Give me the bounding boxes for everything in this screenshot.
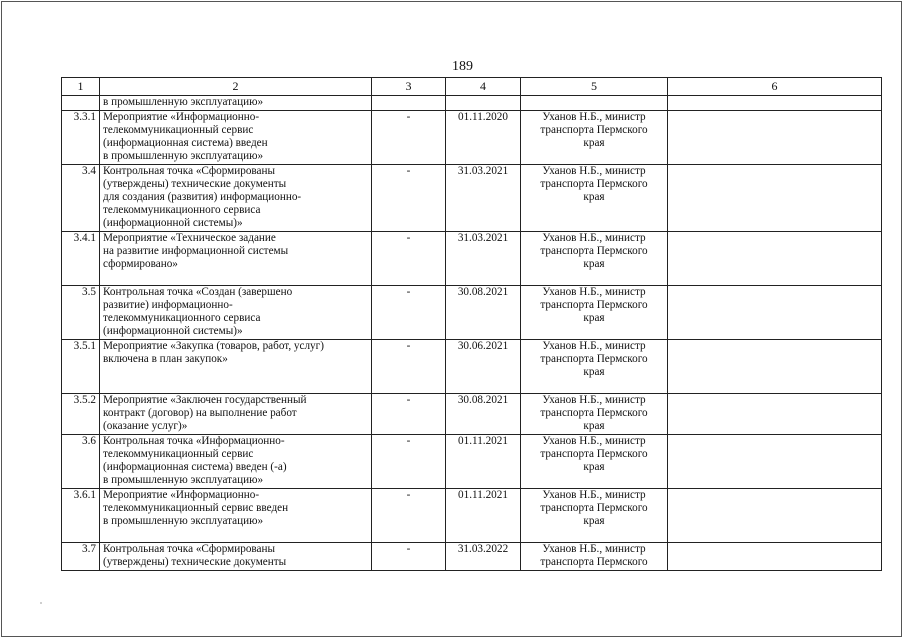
row-number: 3.3.1 [62,111,100,165]
row-col3: - [372,111,446,165]
row-description: Контрольная точка «Создан (завершено развитие) информационно- телекоммуникационного сервиса (информационной системы)» [100,286,372,340]
row-note [668,394,882,435]
table-row [62,489,882,543]
scan-speck [40,602,42,604]
table-row [62,435,882,489]
row-date: 01.11.2021 [446,435,521,489]
row-date: 31.03.2021 [446,232,521,286]
header-cell: 1 [62,78,100,96]
row-date: 30.06.2021 [446,340,521,394]
row-note [668,111,882,165]
row-col3: - [372,394,446,435]
row-note [668,340,882,394]
row-description: Контрольная точка «Сформированы (утверждены) технические документы для создания (развития) информационно- телекоммуникационного сервиса (информационной системы)» [100,165,372,232]
row-number: 3.5.2 [62,394,100,435]
table-row [62,165,882,232]
row-note [668,286,882,340]
row-number: 3.5 [62,286,100,340]
row-note [668,435,882,489]
row-date [446,96,521,111]
table-row [62,232,882,286]
row-date: 01.11.2021 [446,489,521,543]
row-responsible: Уханов Н.Б., министр транспорта Пермского края [521,435,668,489]
row-col3: - [372,286,446,340]
row-col3: - [372,543,446,571]
page-number: 189 [452,59,473,74]
row-description: Мероприятие «Информационно- телекоммуникационный сервис (информационная система) введен в промышленную эксплуатацию» [100,111,372,165]
row-number: 3.4.1 [62,232,100,286]
row-responsible: Уханов Н.Б., министр транспорта Пермского края [521,394,668,435]
row-number: 3.5.1 [62,340,100,394]
row-description: Контрольная точка «Сформированы (утверждены) технические документы [100,543,372,571]
header-cell: 2 [100,78,372,96]
row-note [668,543,882,571]
row-description: Мероприятие «Техническое задание на развитие информационной системы сформировано» [100,232,372,286]
table-row [62,340,882,394]
row-description: в промышленную эксплуатацию» [100,96,372,111]
row-col3: - [372,165,446,232]
row-responsible: Уханов Н.Б., министр транспорта Пермского [521,543,668,571]
schedule-table [61,77,882,571]
table-row [62,394,882,435]
header-cell: 3 [372,78,446,96]
header-cell: 5 [521,78,668,96]
table-row [62,111,882,165]
row-date: 31.03.2021 [446,165,521,232]
row-description: Мероприятие «Заключен государственный контракт (договор) на выполнение работ (оказание услуг)» [100,394,372,435]
row-responsible: Уханов Н.Б., министр транспорта Пермского края [521,165,668,232]
table-row [62,543,882,571]
table-body [62,96,882,571]
row-description: Мероприятие «Информационно- телекоммуникационный сервис введен в промышленную эксплуатацию» [100,489,372,543]
table-row [62,286,882,340]
row-number: 3.6 [62,435,100,489]
row-col3: - [372,435,446,489]
row-date: 01.11.2020 [446,111,521,165]
row-note [668,232,882,286]
row-number [62,96,100,111]
header-cell: 4 [446,78,521,96]
row-responsible [521,96,668,111]
row-note [668,96,882,111]
row-responsible: Уханов Н.Б., министр транспорта Пермского края [521,340,668,394]
row-col3: - [372,232,446,286]
row-col3: - [372,489,446,543]
table-row [62,96,882,111]
row-number: 3.7 [62,543,100,571]
row-date: 30.08.2021 [446,394,521,435]
row-number: 3.6.1 [62,489,100,543]
row-responsible: Уханов Н.Б., министр транспорта Пермского края [521,111,668,165]
row-note [668,165,882,232]
row-date: 31.03.2022 [446,543,521,571]
row-col3: - [372,340,446,394]
row-note [668,489,882,543]
row-date: 30.08.2021 [446,286,521,340]
row-responsible: Уханов Н.Б., министр транспорта Пермского края [521,286,668,340]
row-description: Мероприятие «Закупка (товаров, работ, услуг) включена в план закупок» [100,340,372,394]
header-cell: 6 [668,78,882,96]
row-description: Контрольная точка «Информационно- телекоммуникационный сервис (информационная система) введен (-а) в промышленную эксплуатацию» [100,435,372,489]
row-col3 [372,96,446,111]
row-number: 3.4 [62,165,100,232]
header-row [62,78,882,96]
row-responsible: Уханов Н.Б., министр транспорта Пермского края [521,232,668,286]
row-responsible: Уханов Н.Б., министр транспорта Пермского края [521,489,668,543]
